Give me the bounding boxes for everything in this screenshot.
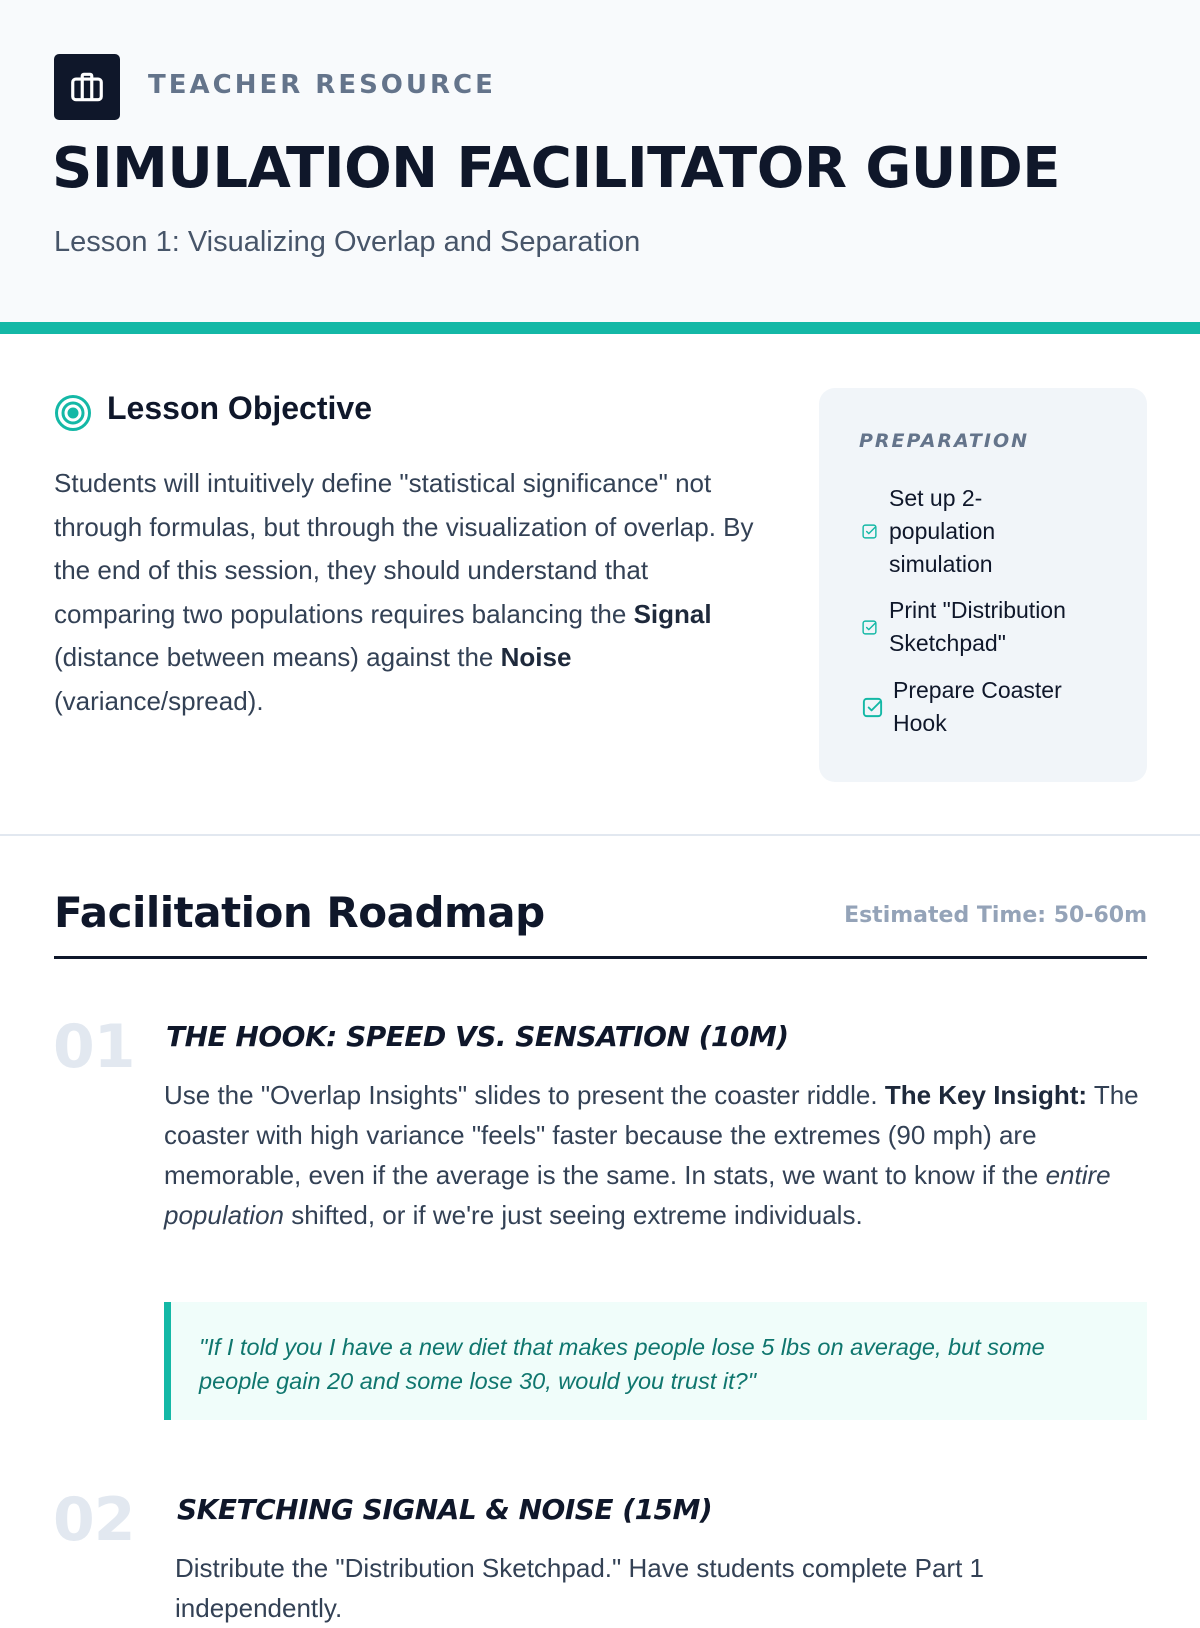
prep-item-label: Prepare Coaster Hook [893, 677, 1062, 736]
prep-item-label: Print "Distribution Sketchpad" [889, 597, 1066, 656]
section-divider [0, 834, 1200, 836]
header-accent-bar [0, 322, 1200, 334]
objective-text [54, 462, 774, 723]
preparation-label: PREPARATION [859, 430, 1030, 452]
roadmap-rule [54, 956, 1147, 959]
noise-term: Noise [500, 642, 572, 672]
step-body-part: shifted, or if we're just seeing extreme individuals. [284, 1200, 863, 1230]
roadmap-title: Facilitation Roadmap [54, 888, 545, 937]
page-subtitle: Lesson 1: Visualizing Overlap and Separation [54, 226, 641, 258]
step-title: SKETCHING SIGNAL & NOISE (15M) [177, 1493, 713, 1526]
checkbox-icon [859, 694, 885, 720]
prep-item-label: Set up 2-population simulation [889, 485, 996, 577]
step-body [175, 1548, 1075, 1628]
objective-text-part: Students will intuitively define "statistical significance" not through formulas, but through the visualization of overlap. By the end of this session, they should understand that comparing two populations requires balancing the [54, 468, 754, 629]
hook-quote: "If I told you I have a new diet that makes people lose 5 lbs on average, but some people gain 20 and some lose 30, would you trust it?" [164, 1302, 1147, 1420]
prep-item [859, 674, 1119, 740]
prep-item [859, 482, 1109, 581]
step-title: THE HOOK: SPEED VS. SENSATION (10M) [166, 1020, 789, 1053]
step-body-part: The coaster with high variance "feels" faster because the extremes (90 mph) are memorable, even if the average is the same. In stats, we want to know if the [164, 1080, 1139, 1190]
estimated-time: Estimated Time: 50-60m [844, 903, 1147, 928]
checkbox-icon [859, 522, 879, 542]
key-insight-label: The Key Insight: [884, 1080, 1088, 1110]
eyebrow-label: TEACHER RESOURCE [148, 70, 496, 100]
briefcase-icon [54, 54, 120, 120]
step-body [164, 1075, 1154, 1235]
step-number: 01 [53, 1012, 135, 1082]
objective-heading: Lesson Objective [107, 390, 372, 426]
checkbox-icon [859, 617, 879, 637]
step-body-part: Use the "Overlap Insights" slides to present the coaster riddle. [164, 1080, 885, 1110]
step-number: 02 [53, 1485, 135, 1555]
signal-term: Signal [633, 598, 712, 629]
step-body-part: Distribute the "Distribution Sketchpad." Have students complete Part 1 independently. [175, 1553, 984, 1623]
prep-item [859, 594, 1119, 660]
emphasis-text: entire population [164, 1160, 1111, 1230]
objective-text-part: (variance/spread). [54, 685, 264, 716]
objective-text-part: (distance between means) against the [54, 642, 501, 672]
target-icon [54, 394, 92, 432]
page-title: SIMULATION FACILITATOR GUIDE [52, 136, 1060, 201]
page-header [0, 0, 1200, 322]
preparation-card [819, 388, 1147, 782]
